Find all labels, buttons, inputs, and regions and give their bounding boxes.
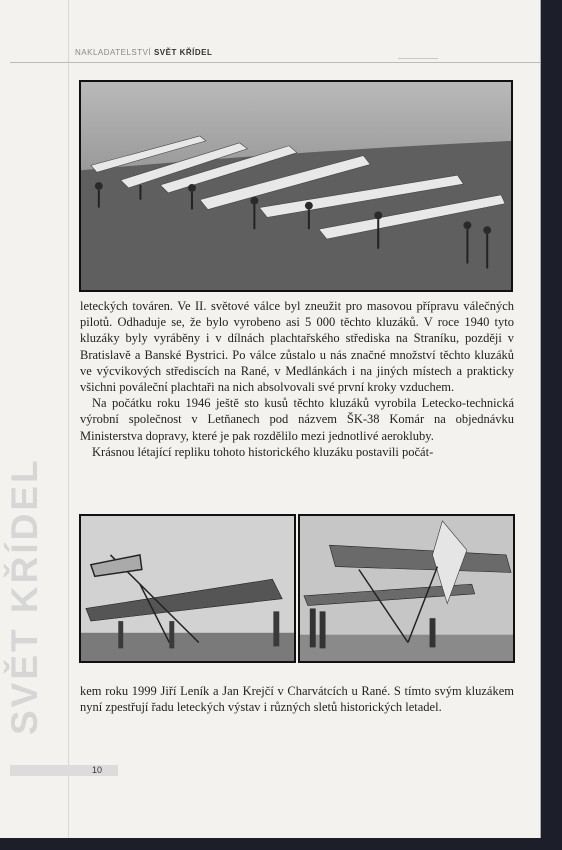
paragraph: Na počátku roku 1946 ještě sto kusů těchto kluzáků vyrobila Letecko-technická výrobní společnost v Letňanech pod názvem ŠK-38 Komár na objednávku Ministerstva dopravy, které je pak rozdělilo mezi jednotlivé aerokluby. bbox=[80, 396, 514, 443]
body-text-upper bbox=[80, 298, 514, 460]
paragraph: kem roku 1999 Jiří Leník a Jan Krejčí v Charvátcích u Rané. S tímto svým kluzákem nyní zpestřují řadu leteckých výstav i různých sletů historických letadel. bbox=[80, 684, 514, 715]
page-number: 10 bbox=[92, 765, 103, 775]
photo-replica-glider-left bbox=[79, 514, 296, 663]
header-rule-short bbox=[398, 58, 438, 59]
paragraph: leteckých továren. Ve II. světové válce byl zneužit pro masovou přípravu válečných pilotů. Odhaduje se, že bylo vyrobeno asi 5 000 těchto kluzáků. V roce 1940 tyto kluzáky byly vyráběny i v dílnách plachtařského střediska na Straníku, později v Bratislavě a Banské Bystrici. Po válce zůstalo u nás značné množství těchto kluzáků ve výcvikových střediscích na Rané, v Medlánkách i na jiných místech a prakticky všichni poválečnί plachtaři na nich absolvovali své první kroky vzduchem. bbox=[80, 299, 514, 395]
publisher-name: SVĚT KŘÍDEL bbox=[153, 48, 213, 57]
paragraph: Krásnou létající repliku tohoto historického kluzáku postavili počát- bbox=[92, 444, 434, 459]
header-rule bbox=[10, 62, 540, 63]
page-margin bbox=[0, 0, 69, 838]
running-header bbox=[75, 48, 212, 57]
publisher-prefix: NAKLADATELSTVÍ bbox=[75, 48, 152, 57]
photo-gliders-lineup bbox=[79, 80, 513, 292]
photo-replica-glider-right bbox=[298, 514, 515, 663]
body-text-lower bbox=[80, 683, 514, 715]
spine-watermark: SVĚT KŘÍDEL bbox=[4, 457, 45, 735]
